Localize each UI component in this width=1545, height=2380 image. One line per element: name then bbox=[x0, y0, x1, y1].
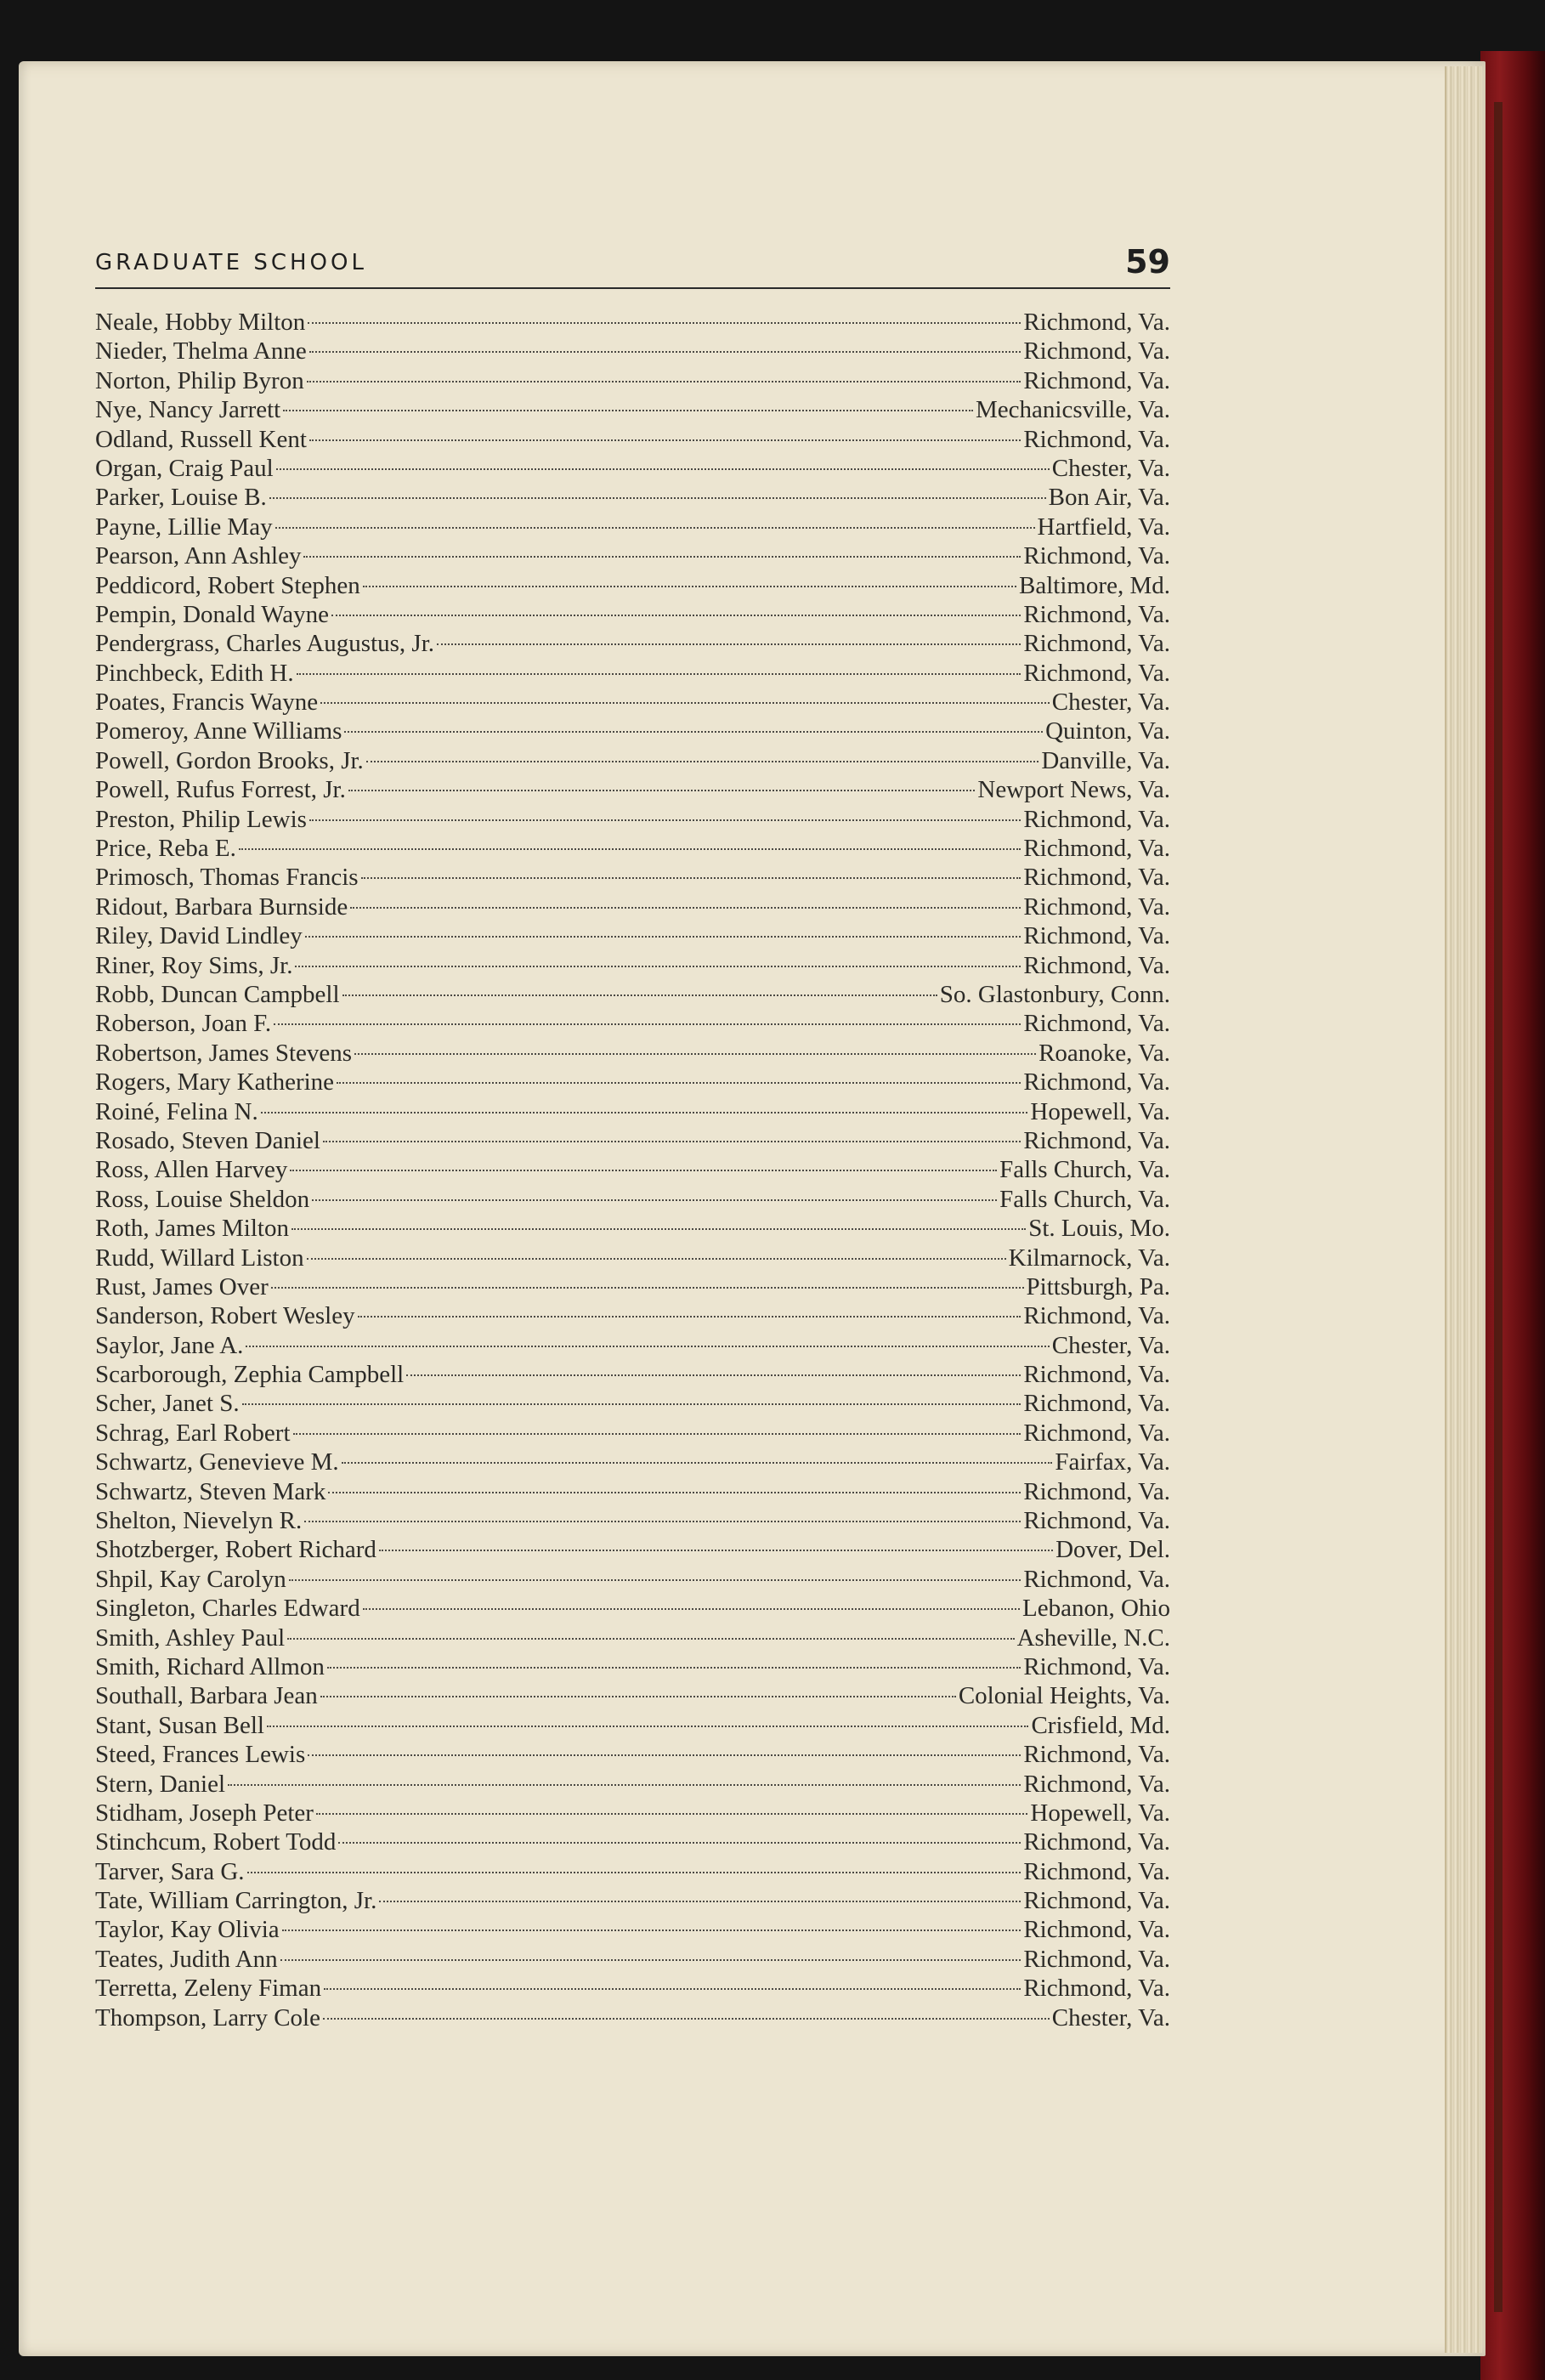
list-item bbox=[95, 1915, 1170, 1944]
list-item bbox=[95, 1419, 1170, 1448]
entry-name: Rogers, Mary Katherine bbox=[95, 1068, 335, 1096]
list-item bbox=[95, 1535, 1170, 1564]
dot-leader bbox=[328, 1492, 1021, 1493]
entry-name: Shotzberger, Robert Richard bbox=[95, 1536, 376, 1564]
entry-place: Richmond, Va. bbox=[1023, 1068, 1170, 1096]
entry-name: Stidham, Joseph Peter bbox=[95, 1799, 314, 1827]
entry-name: Stinchcum, Robert Todd bbox=[95, 1828, 337, 1856]
list-item bbox=[95, 571, 1170, 600]
entry-place: Richmond, Va. bbox=[1023, 425, 1170, 453]
entry-place: Hopewell, Va. bbox=[1030, 1097, 1170, 1125]
entry-name: Roth, James Milton bbox=[95, 1215, 289, 1243]
dot-leader bbox=[297, 673, 1022, 675]
dot-leader bbox=[307, 1258, 1006, 1260]
entry-place: Crisfield, Md. bbox=[1031, 1711, 1170, 1739]
entry-place: Richmond, Va. bbox=[1023, 951, 1170, 979]
entry-place: Richmond, Va. bbox=[1023, 1010, 1170, 1038]
entry-name: Saylor, Jane A. bbox=[95, 1331, 244, 1359]
entry-name: Terretta, Zeleny Fiman bbox=[95, 1975, 322, 2003]
entry-name: Robertson, James Stevens bbox=[95, 1039, 353, 1067]
dot-leader bbox=[331, 615, 1021, 616]
list-item bbox=[95, 1828, 1170, 1856]
entry-name: Price, Reba E. bbox=[95, 835, 236, 863]
entry-place: Richmond, Va. bbox=[1023, 1945, 1170, 1973]
entry-place: Fairfax, Va. bbox=[1055, 1448, 1170, 1476]
entry-place: Newport News, Va. bbox=[977, 776, 1170, 804]
entry-place: Kilmarnock, Va. bbox=[1008, 1244, 1170, 1272]
entry-place: Richmond, Va. bbox=[1023, 805, 1170, 833]
dot-leader bbox=[344, 731, 1043, 733]
dot-leader bbox=[312, 1199, 997, 1201]
entry-place: Falls Church, Va. bbox=[999, 1185, 1170, 1213]
entry-place: Richmond, Va. bbox=[1023, 1652, 1170, 1680]
entry-place: Bon Air, Va. bbox=[1048, 484, 1170, 512]
dot-leader bbox=[320, 702, 1050, 704]
entry-place: Dover, Del. bbox=[1055, 1536, 1170, 1564]
list-item bbox=[95, 454, 1170, 483]
entry-place: Richmond, Va. bbox=[1023, 1419, 1170, 1447]
list-item bbox=[95, 980, 1170, 1009]
dot-leader bbox=[361, 877, 1022, 879]
entry-place: Richmond, Va. bbox=[1023, 630, 1170, 658]
list-item bbox=[95, 1244, 1170, 1272]
entry-name: Steed, Frances Lewis bbox=[95, 1741, 306, 1769]
entry-name: Nye, Nancy Jarrett bbox=[95, 396, 281, 424]
running-head: GRADUATE SCHOOL bbox=[95, 250, 367, 275]
entry-name: Smith, Richard Allmon bbox=[95, 1652, 325, 1680]
entry-place: Chester, Va. bbox=[1051, 1331, 1170, 1359]
entry-name: Riley, David Lindley bbox=[95, 922, 303, 950]
entry-name: Ross, Louise Sheldon bbox=[95, 1185, 310, 1213]
dot-leader bbox=[271, 1287, 1024, 1289]
dot-leader bbox=[276, 468, 1050, 470]
dot-leader bbox=[261, 1112, 1028, 1114]
entry-place: Richmond, Va. bbox=[1023, 1770, 1170, 1798]
dot-leader bbox=[337, 1082, 1021, 1084]
entry-name: Rosado, Steven Daniel bbox=[95, 1126, 320, 1154]
entry-name: Rudd, Willard Liston bbox=[95, 1244, 304, 1272]
dot-leader bbox=[307, 381, 1022, 382]
list-item bbox=[95, 1389, 1170, 1418]
dot-leader bbox=[379, 1550, 1053, 1551]
list-item bbox=[95, 308, 1170, 337]
dot-leader bbox=[379, 1901, 1021, 1902]
dot-leader bbox=[363, 586, 1016, 587]
entry-place: Richmond, Va. bbox=[1023, 542, 1170, 570]
entry-name: Shelton, Nievelyn R. bbox=[95, 1507, 303, 1535]
book-spine bbox=[1480, 51, 1545, 2380]
dot-leader bbox=[327, 1667, 1021, 1669]
dot-leader bbox=[303, 556, 1021, 558]
entry-name: Riner, Roy Sims, Jr. bbox=[95, 951, 293, 979]
dot-leader bbox=[309, 439, 1021, 441]
entry-place: Chester, Va. bbox=[1051, 2003, 1170, 2032]
entry-place: Falls Church, Va. bbox=[999, 1156, 1170, 1184]
entry-name: Sanderson, Robert Wesley bbox=[95, 1302, 355, 1330]
list-item bbox=[95, 805, 1170, 834]
list-item bbox=[95, 1624, 1170, 1652]
entry-place: Richmond, Va. bbox=[1023, 1361, 1170, 1389]
entry-name: Powell, Rufus Forrest, Jr. bbox=[95, 776, 346, 804]
dot-leader bbox=[247, 1872, 1022, 1873]
dot-leader bbox=[366, 761, 1039, 762]
entry-place: Hartfield, Va. bbox=[1037, 513, 1170, 541]
entry-place: Richmond, Va. bbox=[1023, 309, 1170, 336]
list-item bbox=[95, 659, 1170, 688]
entry-name: Scarborough, Zephia Campbell bbox=[95, 1361, 405, 1389]
dot-leader bbox=[342, 994, 937, 996]
entry-name: Thompson, Larry Cole bbox=[95, 2003, 320, 2032]
entry-name: Roiné, Felina N. bbox=[95, 1097, 258, 1125]
entry-name: Nieder, Thelma Anne bbox=[95, 337, 307, 366]
page-header bbox=[95, 243, 1170, 289]
list-item bbox=[95, 1711, 1170, 1740]
entry-name: Pomeroy, Anne Williams bbox=[95, 717, 342, 745]
entry-name: Neale, Hobby Milton bbox=[95, 309, 306, 336]
list-item bbox=[95, 1331, 1170, 1360]
entry-place: Roanoke, Va. bbox=[1038, 1039, 1170, 1067]
list-item bbox=[95, 2003, 1170, 2032]
list-item bbox=[95, 1652, 1170, 1681]
entry-name: Payne, Lillie May bbox=[95, 513, 273, 541]
entry-name: Robb, Duncan Campbell bbox=[95, 980, 340, 1008]
dot-leader bbox=[309, 351, 1022, 353]
entry-name: Pearson, Ann Ashley bbox=[95, 542, 302, 570]
list-item bbox=[95, 1185, 1170, 1214]
entry-place: Richmond, Va. bbox=[1023, 835, 1170, 863]
entry-name: Organ, Craig Paul bbox=[95, 454, 274, 482]
dot-leader bbox=[320, 1696, 956, 1697]
entry-place: Mechanicsville, Va. bbox=[976, 396, 1170, 424]
entry-place: Pittsburgh, Pa. bbox=[1026, 1272, 1170, 1300]
dot-leader bbox=[305, 936, 1022, 938]
entry-name: Schwartz, Genevieve M. bbox=[95, 1448, 339, 1476]
entry-name: Schrag, Earl Robert bbox=[95, 1419, 291, 1447]
list-item bbox=[95, 834, 1170, 863]
dot-leader bbox=[304, 1521, 1021, 1522]
dot-leader bbox=[348, 790, 976, 791]
entry-place: Chester, Va. bbox=[1051, 454, 1170, 482]
entry-name: Peddicord, Robert Stephen bbox=[95, 571, 360, 599]
list-item bbox=[95, 1945, 1170, 1974]
list-item bbox=[95, 1565, 1170, 1594]
dot-leader bbox=[350, 907, 1021, 909]
dot-leader bbox=[267, 1726, 1028, 1727]
list-item bbox=[95, 1448, 1170, 1476]
dot-leader bbox=[295, 966, 1021, 967]
entry-name: Tate, William Carrington, Jr. bbox=[95, 1887, 377, 1915]
page-number: 59 bbox=[1125, 243, 1170, 280]
dot-leader bbox=[338, 1842, 1021, 1844]
list-item bbox=[95, 1506, 1170, 1535]
entry-name: Stant, Susan Bell bbox=[95, 1711, 264, 1739]
list-item bbox=[95, 863, 1170, 892]
dot-leader bbox=[289, 1579, 1022, 1581]
list-item bbox=[95, 1360, 1170, 1389]
list-item bbox=[95, 395, 1170, 424]
entry-name: Norton, Philip Byron bbox=[95, 366, 304, 394]
entry-place: Richmond, Va. bbox=[1023, 1302, 1170, 1330]
entry-place: Richmond, Va. bbox=[1023, 659, 1170, 687]
dot-leader bbox=[363, 1608, 1020, 1610]
dot-leader bbox=[323, 2018, 1050, 2020]
entry-name: Parker, Louise B. bbox=[95, 484, 267, 512]
dot-leader bbox=[406, 1374, 1021, 1376]
entry-place: Richmond, Va. bbox=[1023, 1975, 1170, 2003]
entry-place: Colonial Heights, Va. bbox=[958, 1682, 1170, 1710]
entry-place: So. Glastonbury, Conn. bbox=[939, 980, 1170, 1008]
dot-leader bbox=[358, 1316, 1022, 1318]
entry-place: Chester, Va. bbox=[1051, 688, 1170, 717]
page-edges bbox=[1445, 66, 1482, 2353]
list-item bbox=[95, 1097, 1170, 1126]
dot-leader bbox=[354, 1053, 1036, 1055]
dot-leader bbox=[342, 1462, 1053, 1464]
dot-leader bbox=[323, 1141, 1021, 1142]
dot-leader bbox=[280, 1959, 1022, 1961]
entry-name: Poates, Francis Wayne bbox=[95, 688, 319, 717]
dot-leader bbox=[246, 1346, 1049, 1347]
list-item bbox=[95, 1301, 1170, 1330]
entry-name: Teates, Judith Ann bbox=[95, 1945, 278, 1973]
entry-place: Richmond, Va. bbox=[1023, 337, 1170, 366]
list-item bbox=[95, 513, 1170, 541]
entry-place: Richmond, Va. bbox=[1023, 600, 1170, 628]
dot-leader bbox=[308, 322, 1021, 324]
entry-name: Pendergrass, Charles Augustus, Jr. bbox=[95, 630, 435, 658]
dot-leader bbox=[324, 1988, 1021, 1990]
dot-leader bbox=[275, 527, 1035, 529]
entry-place: Richmond, Va. bbox=[1023, 1887, 1170, 1915]
list-item bbox=[95, 1009, 1170, 1038]
entry-name: Roberson, Joan F. bbox=[95, 1010, 272, 1038]
list-item bbox=[95, 1214, 1170, 1243]
list-item bbox=[95, 541, 1170, 570]
list-item bbox=[95, 600, 1170, 629]
entry-place: Richmond, Va. bbox=[1023, 1857, 1170, 1885]
dot-leader bbox=[293, 1433, 1022, 1435]
dot-leader bbox=[239, 848, 1021, 850]
list-item bbox=[95, 1974, 1170, 2003]
entry-name: Preston, Philip Lewis bbox=[95, 805, 307, 833]
entry-place: Lebanon, Ohio bbox=[1022, 1595, 1170, 1623]
dot-leader bbox=[274, 1023, 1021, 1025]
entry-name: Ross, Allen Harvey bbox=[95, 1156, 288, 1184]
dot-leader bbox=[437, 643, 1021, 645]
dot-leader bbox=[282, 1930, 1022, 1931]
list-item bbox=[95, 1799, 1170, 1828]
entry-place: Richmond, Va. bbox=[1023, 922, 1170, 950]
entry-name: Ridout, Barbara Burnside bbox=[95, 892, 348, 921]
entry-place: Richmond, Va. bbox=[1023, 366, 1170, 394]
entry-name: Primosch, Thomas Francis bbox=[95, 864, 359, 892]
entry-name: Tarver, Sara G. bbox=[95, 1857, 245, 1885]
list-item bbox=[95, 775, 1170, 804]
spine-shadow bbox=[1494, 102, 1503, 2312]
entry-name: Pinchbeck, Edith H. bbox=[95, 659, 294, 687]
dot-leader bbox=[291, 1228, 1026, 1230]
dot-leader bbox=[269, 497, 1046, 499]
list-item bbox=[95, 921, 1170, 950]
entry-name: Smith, Ashley Paul bbox=[95, 1624, 286, 1652]
entry-place: Richmond, Va. bbox=[1023, 864, 1170, 892]
list-item bbox=[95, 1068, 1170, 1096]
list-item bbox=[95, 951, 1170, 980]
entry-name: Schwartz, Steven Mark bbox=[95, 1477, 326, 1505]
list-item bbox=[95, 688, 1170, 717]
list-item bbox=[95, 1126, 1170, 1155]
dot-leader bbox=[316, 1813, 1027, 1815]
entry-name: Taylor, Kay Olivia bbox=[95, 1916, 280, 1944]
entry-name: Powell, Gordon Brooks, Jr. bbox=[95, 746, 364, 774]
entry-place: Richmond, Va. bbox=[1023, 1565, 1170, 1593]
list-item bbox=[95, 1681, 1170, 1710]
entry-place: Richmond, Va. bbox=[1023, 1390, 1170, 1418]
dot-leader bbox=[287, 1638, 1014, 1640]
entry-name: Pempin, Donald Wayne bbox=[95, 600, 330, 628]
list-item bbox=[95, 746, 1170, 775]
entry-name: Shpil, Kay Carolyn bbox=[95, 1565, 286, 1593]
entry-place: Hopewell, Va. bbox=[1030, 1799, 1170, 1827]
list-item bbox=[95, 1886, 1170, 1915]
entry-place: Quinton, Va. bbox=[1045, 717, 1170, 745]
dot-leader bbox=[309, 819, 1021, 821]
list-item bbox=[95, 717, 1170, 745]
entry-place: Richmond, Va. bbox=[1023, 1126, 1170, 1154]
entry-place: Richmond, Va. bbox=[1023, 1741, 1170, 1769]
list-item bbox=[95, 1155, 1170, 1184]
entry-place: Asheville, N.C. bbox=[1016, 1624, 1170, 1652]
entry-place: Baltimore, Md. bbox=[1018, 571, 1170, 599]
list-item bbox=[95, 1857, 1170, 1886]
list-item bbox=[95, 1477, 1170, 1506]
list-item bbox=[95, 629, 1170, 658]
list-item bbox=[95, 1770, 1170, 1799]
entry-name: Singleton, Charles Edward bbox=[95, 1595, 360, 1623]
dot-leader bbox=[283, 410, 973, 411]
entry-place: Danville, Va. bbox=[1041, 746, 1170, 774]
list-item bbox=[95, 366, 1170, 395]
list-item bbox=[95, 483, 1170, 512]
entry-name: Stern, Daniel bbox=[95, 1770, 226, 1798]
entry-place: St. Louis, Mo. bbox=[1028, 1215, 1170, 1243]
entry-name: Scher, Janet S. bbox=[95, 1390, 240, 1418]
list-item bbox=[95, 1740, 1170, 1769]
dot-leader bbox=[308, 1754, 1021, 1756]
list-item bbox=[95, 892, 1170, 921]
dot-leader bbox=[242, 1403, 1022, 1405]
entry-name: Rust, James Over bbox=[95, 1272, 269, 1300]
entry-name: Southall, Barbara Jean bbox=[95, 1682, 318, 1710]
dot-leader bbox=[228, 1784, 1021, 1786]
list-item bbox=[95, 1272, 1170, 1301]
entry-place: Richmond, Va. bbox=[1023, 892, 1170, 921]
entry-place: Richmond, Va. bbox=[1023, 1477, 1170, 1505]
list-item bbox=[95, 1594, 1170, 1623]
dot-leader bbox=[290, 1170, 997, 1171]
directory-list bbox=[95, 308, 1170, 2032]
entry-place: Richmond, Va. bbox=[1023, 1507, 1170, 1535]
list-item bbox=[95, 425, 1170, 454]
entry-place: Richmond, Va. bbox=[1023, 1916, 1170, 1944]
list-item bbox=[95, 1039, 1170, 1068]
entry-place: Richmond, Va. bbox=[1023, 1828, 1170, 1856]
list-item bbox=[95, 337, 1170, 366]
entry-name: Odland, Russell Kent bbox=[95, 425, 307, 453]
